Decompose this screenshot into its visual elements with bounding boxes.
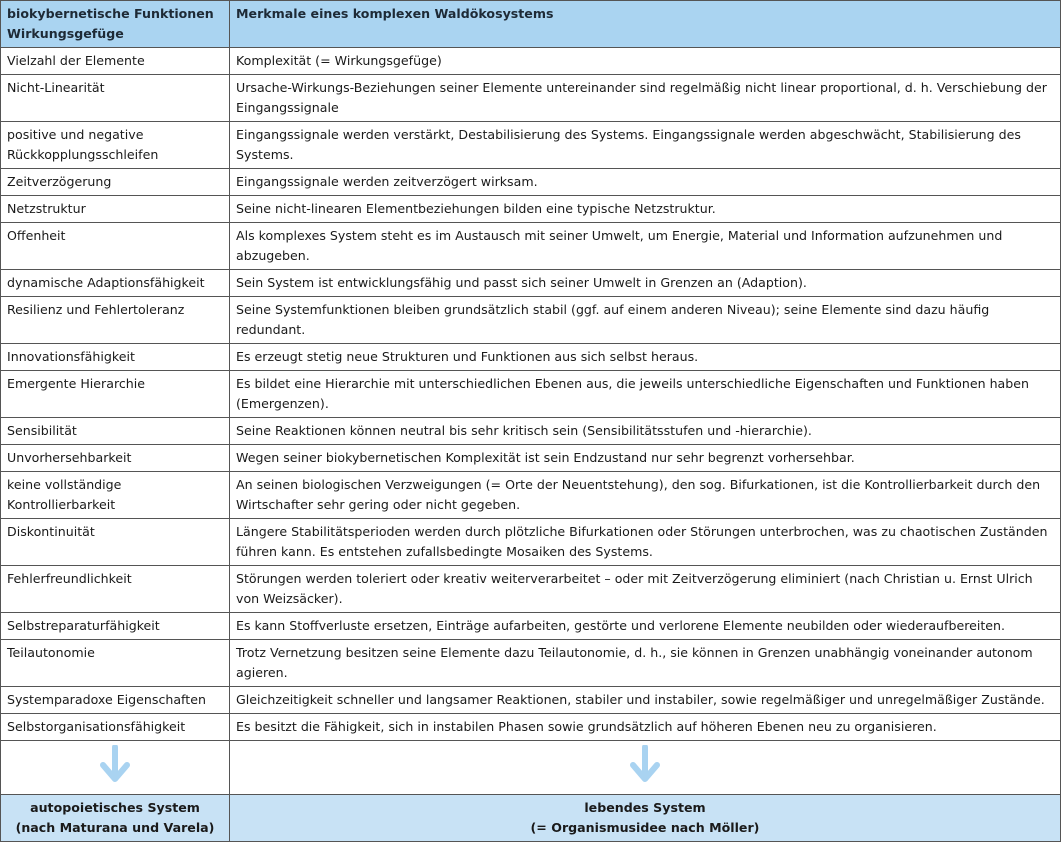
feature-cell: Längere Stabilitätsperioden werden durch plötzliche Bifurkationen oder Störungen unterbrochen, was zu chaotischen Zuständen führen kann. Es entstehen zufallsbedingte Mosaiken des Systems. (230, 519, 1061, 566)
arrow-down-icon (98, 745, 132, 785)
feature-cell: Komplexität (= Wirkungsgefüge) (230, 48, 1061, 75)
feature-cell: Seine Systemfunktionen bleiben grundsätzlich stabil (ggf. auf einem anderen Niveau); seine Elemente sind dazu häufig redundant. (230, 297, 1061, 344)
function-cell: Selbstreparaturfähigkeit (1, 613, 230, 640)
footer-living-system (230, 795, 1061, 842)
table-row (1, 75, 1061, 122)
table-row (1, 122, 1061, 169)
function-cell: Resilienz und Fehlertoleranz (1, 297, 230, 344)
table-row (1, 223, 1061, 270)
table-row (1, 714, 1061, 741)
feature-cell: Gleichzeitigkeit schneller und langsamer Reaktionen, stabiler und instabiler, sowie regelmäßiger und unregelmäßiger Zustände. (230, 687, 1061, 714)
feature-cell: Eingangssignale werden verstärkt, Destabilisierung des Systems. Eingangssignale werden abgeschwächt, Stabilisierung des Systems. (230, 122, 1061, 169)
function-cell: dynamische Adaptionsfähigkeit (1, 270, 230, 297)
function-cell: Innovationsfähigkeit (1, 344, 230, 371)
footer-autopoietic (1, 795, 230, 842)
table-row (1, 344, 1061, 371)
function-cell: Diskontinuität (1, 519, 230, 566)
table-row (1, 418, 1061, 445)
feature-cell: Trotz Vernetzung besitzen seine Elemente dazu Teilautonomie, d. h., sie können in Grenzen unabhängig voneinander autonom agieren. (230, 640, 1061, 687)
footer-left-line1: autopoietisches System (30, 800, 200, 815)
table-row (1, 270, 1061, 297)
table-row (1, 48, 1061, 75)
header-features: Merkmale eines komplexen Waldökosystems (230, 1, 1061, 48)
feature-cell: Als komplexes System steht es im Austausch mit seiner Umwelt, um Energie, Material und Information aufzunehmen und abzugeben. (230, 223, 1061, 270)
footer-left-line2: (nach Maturana und Varela) (15, 820, 215, 835)
feature-cell: Seine nicht-linearen Elementbeziehungen bilden eine typische Netzstruktur. (230, 196, 1061, 223)
feature-cell: An seinen biologischen Verzweigungen (= Orte der Neuentstehung), den sog. Bifurkationen, ist die Kontrollierbarkeit durch den Wirtschafter sehr gering oder nicht gegeben. (230, 472, 1061, 519)
feature-cell: Es besitzt die Fähigkeit, sich in instabilen Phasen sowie grundsätzlich auf höheren Ebenen neu zu organisieren. (230, 714, 1061, 741)
table-row (1, 519, 1061, 566)
feature-cell: Eingangssignale werden zeitverzögert wirksam. (230, 169, 1061, 196)
footer-row (1, 795, 1061, 842)
arrow-cell-right (230, 741, 1061, 795)
function-cell: Netzstruktur (1, 196, 230, 223)
function-cell: Nicht-Linearität (1, 75, 230, 122)
footer-right-line2: (= Organismusidee nach Möller) (530, 820, 760, 835)
function-cell: Unvorhersehbarkeit (1, 445, 230, 472)
table-row (1, 297, 1061, 344)
function-cell: Systemparadoxe Eigenschaften (1, 687, 230, 714)
table-row (1, 445, 1061, 472)
table-row (1, 196, 1061, 223)
table-row (1, 613, 1061, 640)
feature-cell: Ursache-Wirkungs-Beziehungen seiner Elemente untereinander sind regelmäßig nicht linear proportional, d. h. Verschiebung der Eingangssignale (230, 75, 1061, 122)
arrow-down-icon (628, 745, 662, 785)
function-cell: Teilautonomie (1, 640, 230, 687)
table-row (1, 169, 1061, 196)
function-cell: Vielzahl der Elemente (1, 48, 230, 75)
arrow-row (1, 741, 1061, 795)
feature-cell: Es kann Stoffverluste ersetzen, Einträge aufarbeiten, gestörte und verlorene Elemente neubilden oder wiederaufbereiten. (230, 613, 1061, 640)
feature-cell: Es erzeugt stetig neue Strukturen und Funktionen aus sich selbst heraus. (230, 344, 1061, 371)
feature-cell: Wegen seiner biokybernetischen Komplexität ist sein Endzustand nur sehr begrenzt vorhersehbar. (230, 445, 1061, 472)
table-row (1, 687, 1061, 714)
function-cell: positive und negative Rückkopplungsschleifen (1, 122, 230, 169)
feature-cell: Es bildet eine Hierarchie mit unterschiedlichen Ebenen aus, die jeweils unterschiedliche Eigenschaften und Funktionen haben (Emergenzen). (230, 371, 1061, 418)
function-cell: Selbstorganisationsfähigkeit (1, 714, 230, 741)
function-cell: Offenheit (1, 223, 230, 270)
function-cell: Zeitverzögerung (1, 169, 230, 196)
table-body (1, 48, 1061, 741)
function-cell: Fehlerfreundlichkeit (1, 566, 230, 613)
arrow-cell-left (1, 741, 230, 795)
table-row (1, 472, 1061, 519)
function-cell: Emergente Hierarchie (1, 371, 230, 418)
feature-cell: Seine Reaktionen können neutral bis sehr kritisch sein (Sensibilitätsstufen und -hierarchie). (230, 418, 1061, 445)
header-functions: biokybernetische Funktionen Wirkungsgefüge (1, 1, 230, 48)
table-row (1, 640, 1061, 687)
function-cell: keine vollständige Kontrollierbarkeit (1, 472, 230, 519)
feature-cell: Störungen werden toleriert oder kreativ weiterverarbeitet – oder mit Zeitverzögerung eliminiert (nach Christian u. Ernst Ulrich von Weizsäcker). (230, 566, 1061, 613)
footer-right-line1: lebendes System (584, 800, 706, 815)
function-cell: Sensibilität (1, 418, 230, 445)
table-header-row (1, 1, 1061, 48)
feature-cell: Sein System ist entwicklungsfähig und passt sich seiner Umwelt in Grenzen an (Adaption). (230, 270, 1061, 297)
table-row (1, 371, 1061, 418)
table-row (1, 566, 1061, 613)
